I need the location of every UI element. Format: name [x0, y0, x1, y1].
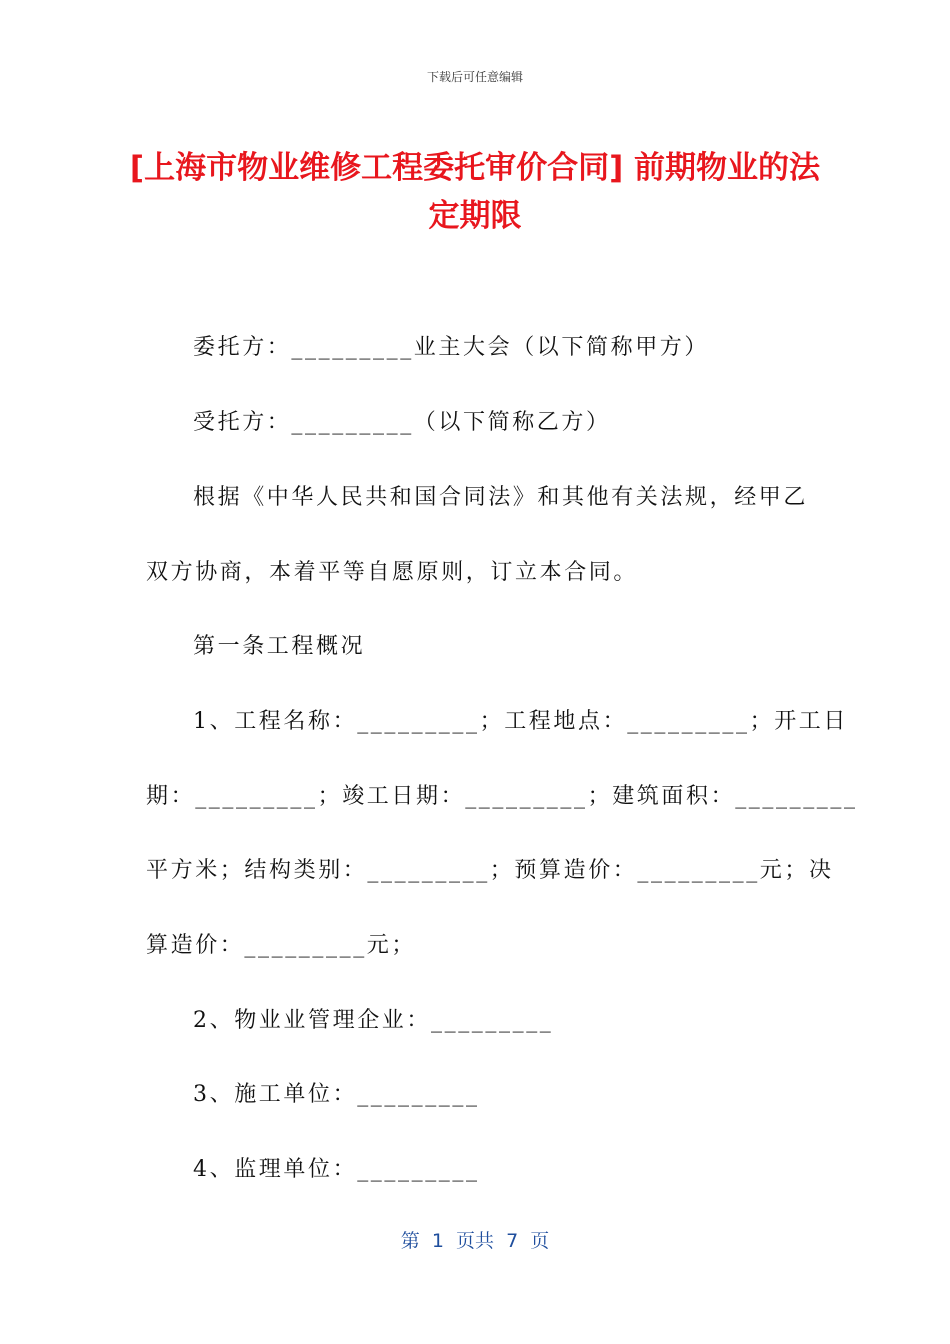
document-title: [上海市物业维修工程委托审价合同] 前期物业的法定期限 [129, 150, 821, 234]
item-4-line: 4、监理单位：_________ [193, 1157, 480, 1182]
item-1-line-2: 期：_________；竣工日期：_________；建筑面积：_________ [146, 784, 858, 809]
item-3-line: 3、施工单位：_________ [193, 1082, 480, 1107]
basis-line-1: 根据《中华人民共和国合同法》和其他有关法规，经甲乙 [193, 485, 809, 510]
party-b-line: 受托方：_________（以下简称乙方） [193, 410, 611, 435]
item-1-line-4: 算造价：_________元； [146, 933, 417, 958]
basis-line-2: 双方协商，本着平等自愿原则，订立本合同。 [146, 560, 639, 585]
item-2-line: 2、物业业管理企业：_________ [193, 1008, 554, 1033]
article-one-heading: 第一条工程概况 [193, 634, 366, 659]
item-1-line-1: 1、工程名称：_________；工程地点：_________；开工日 [193, 709, 848, 734]
party-a-line: 委托方：_________业主大会（以下简称甲方） [193, 335, 710, 360]
item-1-line-3: 平方米；结构类别：_________；预算造价：_________元；决 [146, 858, 834, 883]
header-note: 下载后可任意编辑 [426, 70, 523, 84]
page-number: 第 1 页共 7 页 [400, 1230, 550, 1252]
